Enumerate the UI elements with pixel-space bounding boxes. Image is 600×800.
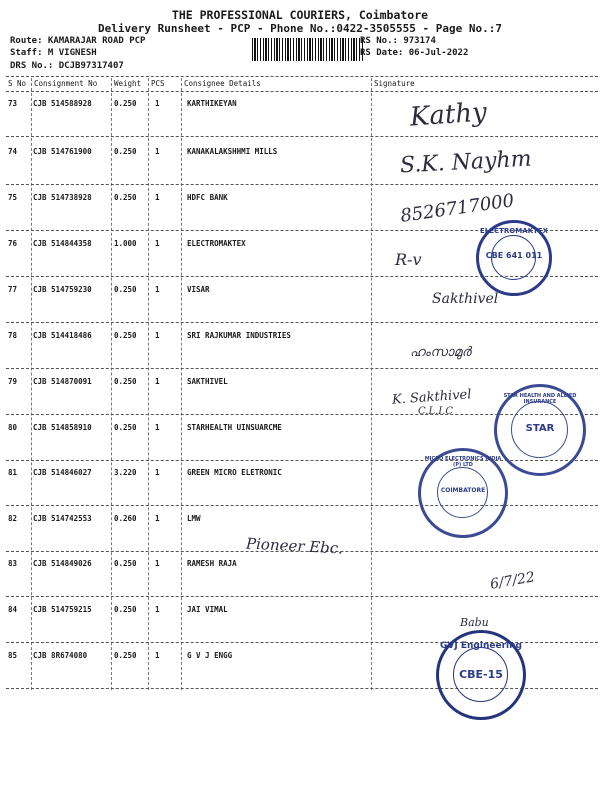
- row-weight: 1.000: [114, 239, 137, 248]
- row-weight: 0.250: [114, 651, 137, 660]
- gvj-stamp: GVJ Engineering CBE-15: [436, 630, 526, 720]
- row-consignee: STARHEALTH UINSUARCME: [187, 423, 282, 432]
- starhealth-stamp: STAR HEALTH AND ALLIED INSURANCE STAR: [494, 384, 586, 476]
- green-micro-stamp: MICRO ELECTRONICS INDIA (P) LTD COIMBATORE: [418, 448, 508, 538]
- signature-77: Sakthivel: [432, 291, 499, 307]
- row-consignee: ELECTROMAKTEX: [187, 239, 246, 248]
- signature-75: 8526717000: [399, 190, 516, 227]
- row-pcs: 1: [155, 423, 160, 432]
- row-consignment: CJB 514846027: [33, 468, 92, 477]
- row-consignee: RAMESH RAJA: [187, 559, 237, 568]
- row-weight: 0.250: [114, 423, 137, 432]
- row-sno: 75: [8, 193, 18, 202]
- row-pcs: 1: [155, 285, 160, 294]
- row-weight: 0.250: [114, 377, 137, 386]
- row-weight: 0.250: [114, 193, 137, 202]
- row-divider: [6, 368, 598, 369]
- row-consignee: VISAR: [187, 285, 210, 294]
- row-weight: 0.250: [114, 605, 137, 614]
- row-consignment: CJB 514588928: [33, 99, 92, 108]
- row-consignment: CJB 514418486: [33, 331, 92, 340]
- row-pcs: 1: [155, 331, 160, 340]
- row-consignment: CJB 514761900: [33, 147, 92, 156]
- drs-number: DRS No.: DCJB97317407: [10, 61, 124, 71]
- row-sno: 78: [8, 331, 18, 340]
- row-sno: 76: [8, 239, 18, 248]
- row-pcs: 1: [155, 605, 160, 614]
- row-divider: [6, 505, 598, 506]
- row-pcs: 1: [155, 147, 160, 156]
- row-divider: [6, 136, 598, 137]
- row-sno: 74: [8, 147, 18, 156]
- row-consignee: SRI RAJKUMAR INDUSTRIES: [187, 331, 291, 340]
- row-sno: 73: [8, 99, 18, 108]
- row-pcs: 1: [155, 99, 160, 108]
- document-title: THE PROFESSIONAL COURIERS, Coimbatore: [171, 8, 429, 22]
- signature-79: K. Sakthivel: [391, 387, 472, 408]
- row-consignee: KARTHIKEYAN: [187, 99, 237, 108]
- col-header-signature: Signature: [374, 79, 415, 88]
- row-sno: 82: [8, 514, 18, 523]
- row-sno: 79: [8, 377, 18, 386]
- row-weight: 0.250: [114, 99, 137, 108]
- signature-79-sub: C.L.I.C: [418, 406, 454, 417]
- signature-82: Pioneer Ebc.: [245, 534, 344, 558]
- grid-line: [371, 78, 372, 690]
- row-divider: [6, 322, 598, 323]
- row-weight: 0.250: [114, 147, 137, 156]
- row-consignee: G V J ENGG: [187, 651, 233, 660]
- col-header-consignment: Consignment No: [34, 79, 98, 88]
- row-divider: [6, 596, 598, 597]
- row-consignment: CJB 514844358: [33, 239, 92, 248]
- row-consignment: CJB 514858910: [33, 423, 92, 432]
- grid-line: [31, 78, 32, 690]
- row-consignee: JAI VIMAL: [187, 605, 228, 614]
- document-subtitle: Delivery Runsheet - PCP - Phone No.:0422-3505555 - Page No.:7: [98, 22, 502, 35]
- signature-76: R-v: [395, 250, 422, 269]
- row-pcs: 1: [155, 377, 160, 386]
- signature-84: Babu: [460, 616, 489, 629]
- signature-83: 6/7/22: [488, 569, 537, 593]
- grid-line: [181, 78, 182, 690]
- col-header-weight: Weight: [114, 79, 142, 88]
- row-weight: 0.260: [114, 514, 137, 523]
- signature-78: ഹംസാമുർ: [410, 345, 471, 360]
- row-sno: 85: [8, 651, 18, 660]
- row-weight: 0.250: [114, 331, 137, 340]
- row-consignee: KANAKALAKSHHMI MILLS: [187, 147, 278, 156]
- grid-line: [6, 91, 598, 92]
- row-consignee: LMW: [187, 514, 201, 523]
- row-consignee: SAKTHIVEL: [187, 377, 228, 386]
- electromaktex-stamp: ELECTROMAKTEX CBE 641 011: [476, 220, 552, 296]
- row-sno: 77: [8, 285, 18, 294]
- rs-number: RS No.: 973174: [360, 36, 436, 46]
- row-sno: 80: [8, 423, 18, 432]
- row-consignment: CJB 514759230: [33, 285, 92, 294]
- row-weight: 0.250: [114, 285, 137, 294]
- col-header-consignee: Consignee Details: [184, 79, 261, 88]
- row-pcs: 1: [155, 193, 160, 202]
- row-consignment: CJB 514738928: [33, 193, 92, 202]
- row-weight: 0.250: [114, 559, 137, 568]
- row-sno: 83: [8, 559, 18, 568]
- staff-label: Staff: M VIGNESH: [10, 48, 97, 58]
- signature-74: S.K. Nayhm: [399, 146, 533, 179]
- row-pcs: 1: [155, 468, 160, 477]
- row-consignment: CJB 514849026: [33, 559, 92, 568]
- row-pcs: 1: [155, 651, 160, 660]
- row-sno: 81: [8, 468, 18, 477]
- col-header-pcs: PCS: [151, 79, 165, 88]
- row-pcs: 1: [155, 559, 160, 568]
- route-label: Route: KAMARAJAR ROAD PCP: [10, 36, 146, 46]
- grid-line: [148, 78, 149, 690]
- row-consignment: CJB 8R674080: [33, 651, 88, 660]
- row-weight: 3.220: [114, 468, 137, 477]
- signature-73: Kathy: [409, 97, 488, 133]
- row-sno: 84: [8, 605, 18, 614]
- col-header-sno: S No: [8, 79, 27, 88]
- row-consignment: CJB 514742553: [33, 514, 92, 523]
- grid-line: [6, 76, 598, 77]
- rs-date: RS Date: 06-Jul-2022: [360, 48, 469, 58]
- row-consignment: CJB 514870091: [33, 377, 92, 386]
- barcode: [252, 38, 364, 61]
- row-pcs: 1: [155, 239, 160, 248]
- row-consignment: CJB 514759215: [33, 605, 92, 614]
- row-consignee: HDFC BANK: [187, 193, 228, 202]
- row-divider: [6, 184, 598, 185]
- grid-line: [111, 78, 112, 690]
- row-pcs: 1: [155, 514, 160, 523]
- row-consignee: GREEN MICRO ELETRONIC: [187, 468, 282, 477]
